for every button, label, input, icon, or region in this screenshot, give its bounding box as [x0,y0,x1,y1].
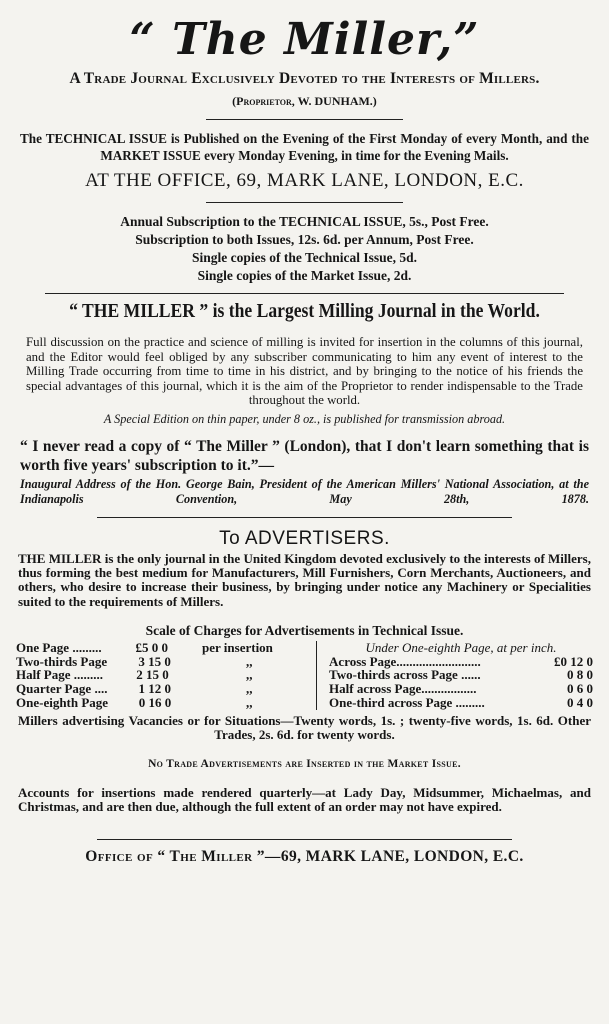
special-edition-note: A Special Edition on thin paper, under 8 oz., is published for transmission abroad. [103,411,506,426]
testimonial-quote: “ I never read a copy of “ The Miller ” (London), that I don't learn something that is worth five years' subscription to it.”— [20,437,589,474]
rate-row [16,668,312,682]
rate-suffix: ,, [246,667,253,683]
divider [206,202,402,203]
rate-name: Two-thirds Page [16,653,108,669]
rate-price: 0 8 0 [566,667,593,683]
rate-price: 2 15 0 [136,667,169,683]
vacancies-note: Millers advertising Vacancies or for Situations—Twenty words, 1s. ; twenty-five words, 1s. 6d. Other Trades, 2s. 6d. for twenty words. [18,712,591,742]
subscription-line: Single copies of the Technical Issue, 5d. [191,250,418,265]
rate-name: Quarter Page .... [16,681,108,697]
rate-price: £5 0 0 [135,639,169,655]
rate-row [329,655,593,669]
rate-price: £0 12 0 [553,653,593,669]
rate-suffix: per insertion [202,639,273,655]
journal-subtitle: A Trade Journal Exclusively Devoted to the Interests of Millers. [69,70,540,87]
subscription-line: Subscription to both Issues, 12s. 6d. per Annum, Post Free. [135,232,474,247]
rate-name: One-eighth Page [16,694,109,710]
rate-suffix: ,, [246,694,253,710]
quote-attribution: Inaugural Address of the Hon. George Bain, President of the American Millers' National Association, at the Indianapolis Convention, May 28th, 1878. [20,476,589,506]
rate-suffix: ,, [246,653,253,669]
rate-name: Half across Page................. [329,681,477,697]
divider [45,293,564,294]
charges-heading: Scale of Charges for Advertisements in Technical Issue. [145,622,464,638]
rate-price: 1 12 0 [138,681,171,697]
rate-price: 0 6 0 [566,681,593,697]
rate-row [16,696,312,710]
rate-price: 0 16 0 [138,694,172,710]
discussion-paragraph: Full discussion on the practice and science of milling is invited for insertion in the columns of this journal, and the Editor would feel obliged by any subscriber communicating to him any event of interest to the Milling Trade occurring from time to time in his district, and by bringing to the notice of his friends the special advantages of this journal, which it is the aim of the Proprietor to render indispensable to the Trade throughout the world. [26,335,583,408]
rate-name: Across Page.......................... [329,653,481,669]
divider [97,517,512,518]
accounts-note: Accounts for insertions made rendered quarterly—at Lady Day, Midsummer, Michaelmas, and Christmas, and are then due, although the full extent of an order may not have expired. [18,785,591,815]
charges-table [16,641,593,710]
rate-row [16,641,312,655]
rate-row [329,668,593,682]
office-address: AT THE OFFICE, 69, MARK LANE, LONDON, E.C. [85,170,524,191]
footer-office-line: Office of “ The Miller ”—69, MARK LANE, LONDON, E.C. [85,847,524,865]
market-issue-note: No Trade Advertisements are Inserted in the Market Issue. [148,758,461,771]
advertisers-heading: To ADVERTISERS. [219,527,390,549]
subscription-rates [16,213,593,285]
rate-name: Two-thirds across Page ...... [329,667,481,683]
rate-row [16,682,312,696]
rate-name: One Page ......... [16,639,102,655]
rate-suffix: ,, [246,681,253,697]
subscription-line: Annual Subscription to the TECHNICAL ISSUE, 5s., Post Free. [120,214,489,229]
inch-rates-column [316,641,593,710]
proprietor-line: (Proprietor, W. DUNHAM.) [232,94,377,108]
publication-schedule: The TECHNICAL ISSUE is Published on the Evening of the First Monday of every Month, and the MARKET ISSUE every Monday Evening, in time for the Evening Mails. [20,131,589,163]
rate-price: 3 15 0 [138,653,171,669]
rate-row [329,682,593,696]
journal-title: “ The Miller,” [129,14,480,65]
divider [97,839,512,840]
masthead [16,0,593,109]
advertisers-paragraph: THE MILLER is the only journal in the United Kingdom devoted exclusively to the interests of Millers, thus forming the best medium for Manufacturers, Mill Furnishers, Corn Merchants, Auctioneers, and others, who desire to increase their business, by bringing under notice any Machinery or Specialities suited to the requirements of Millers. [18,550,591,609]
rate-name: One-third across Page ......... [329,694,485,710]
rate-price: 0 4 0 [566,694,593,710]
rate-row [329,696,593,710]
rate-name: Half Page ......... [16,667,104,683]
inch-rates-heading: Under One-eighth Page, at per inch. [365,639,557,655]
divider [206,119,402,120]
page-rates-column [16,641,316,710]
rate-row [16,655,312,669]
largest-journal-headline: “ THE MILLER ” is the Largest Milling Journal in the World. [69,300,540,322]
subscription-line: Single copies of the Market Issue, 2d. [197,268,412,283]
